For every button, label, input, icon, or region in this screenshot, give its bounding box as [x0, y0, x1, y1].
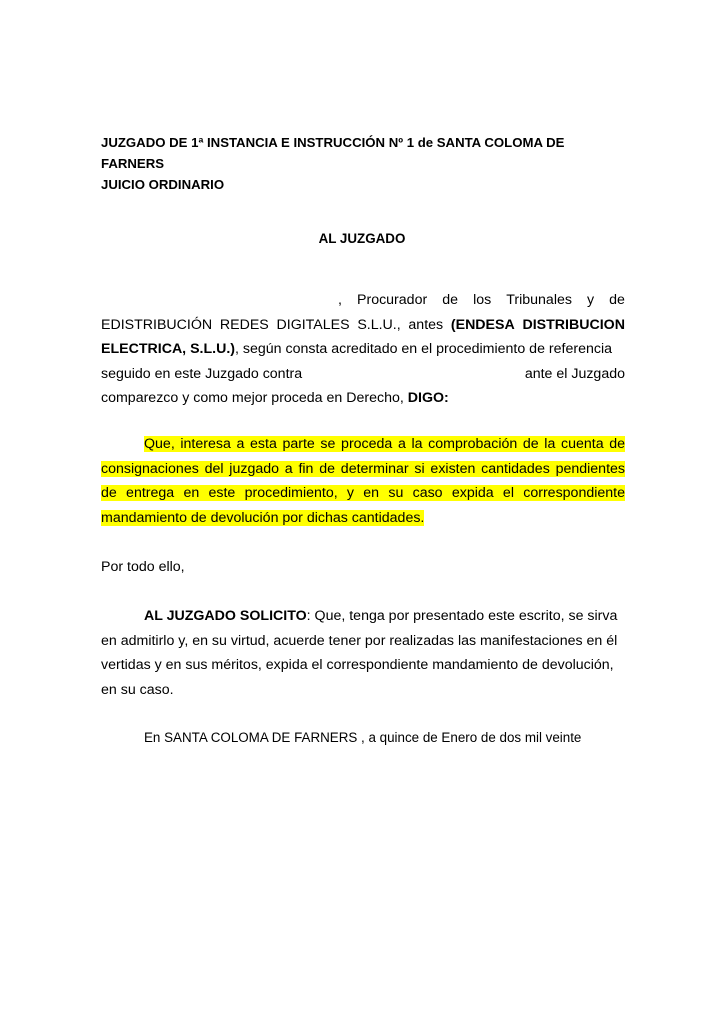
intro-word: Procurador	[357, 292, 428, 308]
highlighted-text: consignaciones del juzgado a fin de determinar si existen cantidades pendientes	[101, 460, 625, 477]
request-paragraph	[101, 432, 625, 530]
highlighted-text: mandamiento de devolución por dichas cantidades.	[101, 509, 425, 526]
intro-word: DIGITALES	[276, 316, 350, 333]
intro-word: antes	[408, 316, 444, 333]
petition-line-4: en su caso.	[101, 681, 174, 698]
document-title: AL JUZGADO	[318, 231, 406, 246]
intro-text: , según consta acreditado en el procedimiento de referencia	[235, 341, 612, 357]
intro-text: comparezco y como mejor proceda en Derecho,	[101, 390, 408, 406]
intro-word: Tribunales	[506, 292, 572, 308]
intro-word: REDES	[219, 316, 269, 333]
highlighted-text: de entrega en este procedimiento, y en su caso expida el correspondiente	[101, 485, 625, 501]
intro-word: los	[473, 292, 492, 308]
court-name-line-1: JUZGADO DE 1ª INSTANCIA E INSTRUCCIÓN Nº 1 de SANTA COLOMA DE	[101, 135, 565, 150]
intro-line-2	[101, 313, 625, 338]
intro-text: seguido en este Juzgado contra	[101, 365, 303, 382]
date-location-line: En SANTA COLOMA DE FARNERS , a quince de Enero de dos mil veinte	[144, 730, 582, 745]
petition-paragraph	[101, 604, 625, 702]
petition-line-1	[101, 604, 625, 629]
petition-line-3: vertidas y en sus méritos, expida el correspondiente mandamiento de devolución,	[101, 657, 614, 673]
intro-paragraph	[101, 288, 625, 411]
petition-text: : Que, tenga por presentado este escrito, se sirva	[306, 608, 618, 624]
intro-word: de	[609, 292, 625, 308]
company-name-bold: ELECTRICA, S.L.U.)	[101, 341, 235, 357]
intro-line-3	[101, 337, 625, 362]
procedure-type: JUICIO ORDINARIO	[101, 177, 225, 192]
petition-label-bold: AL JUZGADO SOLICITO	[144, 608, 307, 624]
court-name-line-2: FARNERS	[101, 156, 165, 171]
intro-word: y	[587, 292, 595, 308]
closing-text: Por todo ello,	[101, 559, 185, 575]
company-name-bold: (ENDESA	[450, 316, 515, 333]
intro-word: S.L.U.,	[357, 316, 401, 333]
intro-word: EDISTRIBUCIÓN	[101, 316, 213, 333]
court-header	[101, 132, 621, 195]
digo-bold: DIGO:	[407, 390, 449, 406]
intro-line-5	[101, 386, 625, 411]
request-line-2	[101, 457, 625, 482]
company-name-bold: DISTRIBUCION	[522, 316, 625, 333]
highlighted-text: Que, interesa a esta parte se proceda a la comprobación de la cuenta de	[144, 436, 625, 452]
request-line-3	[101, 481, 625, 506]
request-line-4	[101, 506, 625, 531]
petition-line-2: en admitirlo y, en su virtud, acuerde tener por realizadas las manifestaciones en él	[101, 632, 618, 649]
request-line-1	[101, 432, 625, 457]
intro-line-1	[101, 288, 625, 313]
intro-text: ante el Juzgado	[524, 365, 625, 382]
intro-word: ,	[338, 292, 342, 308]
closing-line	[101, 555, 625, 580]
intro-word: de	[442, 292, 459, 308]
intro-line-4	[101, 362, 625, 387]
